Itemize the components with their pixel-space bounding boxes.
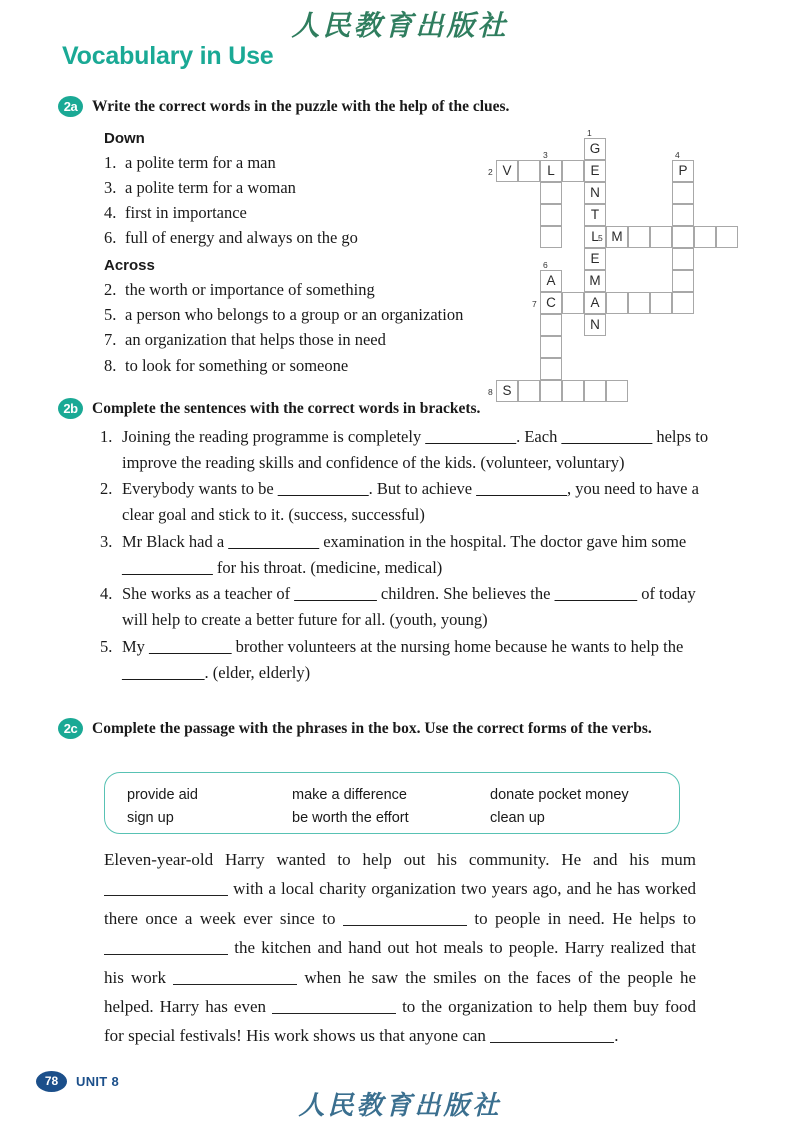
sentence-item: [100, 476, 710, 527]
section-badge-2a: 2a: [58, 96, 83, 117]
answer-blank[interactable]: __________: [122, 662, 205, 682]
clue-text: full of energy and always on the go: [125, 228, 358, 248]
section-2c-header: [58, 718, 708, 739]
crossword-cell[interactable]: N: [584, 182, 606, 204]
clue-number: 5.: [104, 305, 117, 325]
crossword-cell[interactable]: L: [584, 226, 606, 248]
crossword-cell[interactable]: T: [584, 204, 606, 226]
clue-text: first in importance: [125, 203, 247, 223]
clues-down-list: [104, 150, 504, 250]
passage-blank[interactable]: [272, 1013, 396, 1014]
answer-blank[interactable]: __________: [554, 584, 638, 604]
publisher-calligraphy-bottom: 人民教育出版社: [298, 1091, 502, 1120]
crossword-clues: [104, 130, 504, 378]
crossword-cell[interactable]: S: [496, 380, 518, 402]
answer-blank[interactable]: ___________: [228, 531, 320, 551]
crossword-clue-number: 5: [598, 233, 603, 243]
passage-blank[interactable]: [343, 925, 467, 926]
clues-down-heading: Down: [104, 130, 145, 147]
crossword-cell[interactable]: [650, 226, 672, 248]
phrase-bank-grid: [127, 784, 679, 831]
crossword-cell[interactable]: [540, 226, 562, 248]
crossword-cell[interactable]: C: [540, 292, 562, 314]
crossword-cell[interactable]: [694, 226, 716, 248]
clues-across-heading: Across: [104, 257, 155, 275]
clue-number: 2.: [104, 280, 117, 300]
crossword-clue-number: 1: [587, 128, 592, 138]
cloze-passage[interactable]: [104, 845, 696, 1051]
phrase-bank-item[interactable]: clean up: [490, 810, 545, 827]
crossword-cell[interactable]: A: [584, 292, 606, 314]
answer-blank[interactable]: ___________: [425, 427, 517, 446]
crossword-cell[interactable]: [518, 160, 540, 182]
crossword-cell[interactable]: [672, 292, 694, 314]
section-2c-instruction: Complete the passage with the phrases in the box. Use the correct forms of the verbs.: [92, 720, 652, 737]
crossword-cell[interactable]: [540, 314, 562, 336]
sentence-number: 1.: [100, 427, 113, 446]
clue-down-item: [104, 175, 504, 200]
sentence-text[interactable]: She works as a teacher of __________ children. She believes the __________ of today will help to create a better future for all. (youth, young): [122, 584, 696, 630]
crossword-cell[interactable]: [540, 336, 562, 358]
phrase-bank-item[interactable]: provide aid: [127, 787, 198, 803]
clue-down-item: [104, 225, 504, 250]
crossword-grid[interactable]: [486, 126, 756, 398]
sentence-text[interactable]: Joining the reading programme is completely ___________. Each ___________ helps to improve the reading skills and confidence of the kids. (volunteer, voluntary): [122, 427, 709, 472]
passage-text-run: to people in need. He helps to: [466, 908, 697, 928]
crossword-cell[interactable]: N: [584, 314, 606, 336]
crossword-cell[interactable]: [672, 270, 694, 292]
phrase-bank-item[interactable]: be worth the effort: [292, 810, 409, 827]
crossword-clue-number: 8: [488, 387, 493, 397]
crossword-cell[interactable]: M: [606, 226, 628, 248]
clue-number: 1.: [104, 153, 117, 172]
crossword-cell[interactable]: M: [584, 270, 606, 292]
clue-text: a polite term for a woman: [125, 178, 296, 198]
section-2a-header: [58, 96, 738, 117]
clue-down-item: [104, 150, 504, 175]
clue-number: 4.: [104, 203, 117, 223]
crossword-cell[interactable]: [540, 204, 562, 226]
sentence-item: [100, 424, 710, 475]
sentence-number: 4.: [100, 584, 113, 604]
passage-text-run: to the organization to help them buy food for special festivals! His work shows us that anyone can: [104, 997, 696, 1046]
crossword-cell[interactable]: L: [540, 160, 562, 182]
crossword-cell[interactable]: [672, 182, 694, 204]
footer-page-number: 78: [36, 1071, 67, 1092]
sentence-completion-list: [100, 424, 710, 686]
crossword-cell[interactable]: V: [496, 160, 518, 182]
clue-number: 6.: [104, 228, 117, 248]
passage-blank[interactable]: [173, 984, 297, 985]
sentence-item: [100, 529, 710, 580]
clue-text: a person who belongs to a group or an organization: [125, 305, 464, 325]
answer-blank[interactable]: ___________: [561, 427, 653, 446]
crossword-clue-number: 7: [532, 299, 537, 309]
answer-blank[interactable]: ___________: [277, 479, 369, 499]
crossword-clue-number: 6: [543, 260, 548, 270]
clue-number: 3.: [104, 178, 117, 198]
crossword-cell[interactable]: [562, 292, 584, 314]
crossword-clue-number: 4: [675, 150, 680, 160]
section-badge-2c: 2c: [58, 718, 83, 739]
clue-across-item: [104, 302, 504, 327]
publisher-calligraphy-top: 人民教育出版社: [291, 11, 509, 42]
clue-text: an organization that helps those in need: [125, 330, 386, 350]
crossword-cell[interactable]: [672, 248, 694, 270]
answer-blank[interactable]: __________: [294, 584, 377, 604]
section-2b: [58, 398, 748, 419]
crossword-cell[interactable]: P: [672, 160, 694, 182]
sentence-number: 5.: [100, 636, 113, 656]
clue-across-item: [104, 353, 504, 378]
crossword-cell[interactable]: [716, 226, 738, 248]
crossword-cell[interactable]: E: [584, 248, 606, 270]
passage-text-run: Eleven-year-old Harry wanted to help out his community. He and his mum: [104, 850, 696, 869]
section-2c: [58, 718, 708, 739]
section-2b-header: [58, 398, 748, 419]
passage-blank[interactable]: [104, 895, 228, 896]
crossword-cell[interactable]: [606, 292, 628, 314]
clue-number: 8.: [104, 355, 117, 375]
sentence-number: 3.: [100, 531, 113, 551]
crossword-cell[interactable]: [562, 160, 584, 182]
passage-text-run: with a local charity organization two years ago, and he has worked there once a week ever since to: [104, 879, 696, 928]
sentence-item: [100, 581, 710, 632]
sentence-text[interactable]: Mr Black had a ___________ examination in the hospital. The doctor gave him some ___________ for his throat. (medicine, medical): [122, 531, 687, 577]
clue-number: 7.: [104, 330, 117, 350]
crossword-cell[interactable]: [650, 292, 672, 314]
answer-blank[interactable]: ___________: [476, 479, 567, 499]
crossword-cell[interactable]: [672, 204, 694, 226]
passage-text-run: .: [614, 1026, 619, 1046]
clue-text: the worth or importance of something: [125, 280, 375, 300]
section-2a-instruction: Write the correct words in the puzzle with the help of the clues.: [92, 98, 510, 115]
crossword-clue-number: 2: [488, 167, 493, 177]
crossword-cell[interactable]: [672, 226, 694, 248]
crossword-cell[interactable]: A: [540, 270, 562, 292]
sentence-text[interactable]: Everybody wants to be ___________. But to achieve ___________, you need to have a clear goal and stick to it. (success, successful): [122, 479, 699, 525]
page-title: Vocabulary in Use: [62, 42, 274, 70]
sentence-text[interactable]: My __________ brother volunteers at the nursing home because he wants to help the __________. (elder, elderly): [122, 636, 684, 682]
clue-down-item: [104, 200, 504, 225]
passage-text-run: when he saw the smiles on the faces of the people he helped. Harry has even: [104, 967, 696, 1017]
crossword-cell[interactable]: [540, 182, 562, 204]
crossword-cell[interactable]: G: [584, 138, 606, 160]
clues-across-list: [104, 277, 504, 377]
passage-blank[interactable]: [490, 1042, 614, 1043]
section-2a: [58, 96, 738, 117]
answer-blank[interactable]: ___________: [122, 557, 213, 577]
passage-blank[interactable]: [104, 954, 228, 955]
crossword-cell[interactable]: [628, 292, 650, 314]
phrase-bank-item[interactable]: make a difference: [292, 787, 407, 803]
passage-text-run: the kitchen and hand out hot meals to people. Harry realized that his work: [104, 938, 696, 987]
phrase-bank-box: [104, 772, 680, 834]
clue-across-item: [104, 277, 504, 302]
section-2b-instruction: Complete the sentences with the correct words in brackets.: [92, 400, 481, 417]
clue-text: a polite term for a man: [125, 153, 276, 172]
clue-across-item: [104, 327, 504, 352]
crossword-cell[interactable]: [628, 226, 650, 248]
answer-blank[interactable]: __________: [149, 636, 232, 656]
clue-text: to look for something or someone: [125, 355, 349, 375]
crossword-clue-number: 3: [543, 150, 548, 160]
crossword-cell[interactable]: E: [584, 160, 606, 182]
sentence-item: [100, 634, 710, 685]
section-badge-2b: 2b: [58, 398, 83, 419]
phrase-bank-item[interactable]: sign up: [127, 810, 174, 827]
footer-unit-label: UNIT 8: [76, 1074, 119, 1089]
phrase-bank-item[interactable]: donate pocket money: [490, 787, 629, 803]
sentence-number: 2.: [100, 479, 113, 499]
crossword-cell[interactable]: [540, 358, 562, 380]
